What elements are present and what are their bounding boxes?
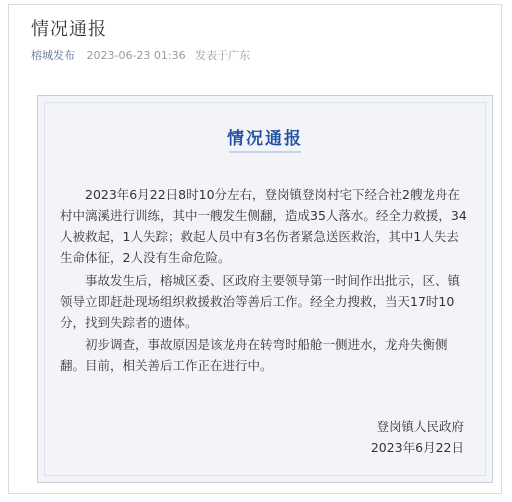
notice-image bbox=[37, 95, 493, 483]
notice-paragraph-3: 初步调查，事故原因是该龙舟在转弯时船舱一侧进水，龙舟失衡侧翻。目前，相关善后工作正在进行中。 bbox=[60, 337, 448, 373]
notice-paragraph-1: 2023年6月22日8时10分左右，登岗镇登岗村宅下经合社2艘龙舟在村中漓溪进行训练，其中一艘发生侧翻，造成35人落水。经全力救援，34人被救起，1人失踪；救起人员中有3名伤者紧急送医救治，其中1人失去生命体征，2人没有生命危险。 bbox=[60, 187, 467, 265]
notice-paragraph-2: 事故发生后，榕城区委、区政府主要领导第一时间作出批示，区、镇领导立即赶赴现场组织救援救治等善后工作。经全力搜救，当天17时10分，找到失踪者的遗体。 bbox=[60, 273, 461, 330]
author-link[interactable]: 榕城发布 bbox=[31, 49, 75, 62]
signature-date: 2023年6月22日 bbox=[370, 440, 464, 455]
signature-org: 登岗镇人民政府 bbox=[376, 419, 464, 434]
notice-signoff bbox=[371, 416, 464, 458]
publish-location: 发表于广东 bbox=[195, 49, 251, 62]
heading-underline bbox=[229, 151, 301, 153]
publish-datetime: 2023-06-23 01:36 bbox=[86, 49, 186, 62]
notice-heading: 情况通报 bbox=[227, 129, 303, 149]
article-title: 情况通报 bbox=[31, 19, 107, 40]
article-meta bbox=[31, 47, 250, 63]
article-container bbox=[8, 4, 502, 494]
